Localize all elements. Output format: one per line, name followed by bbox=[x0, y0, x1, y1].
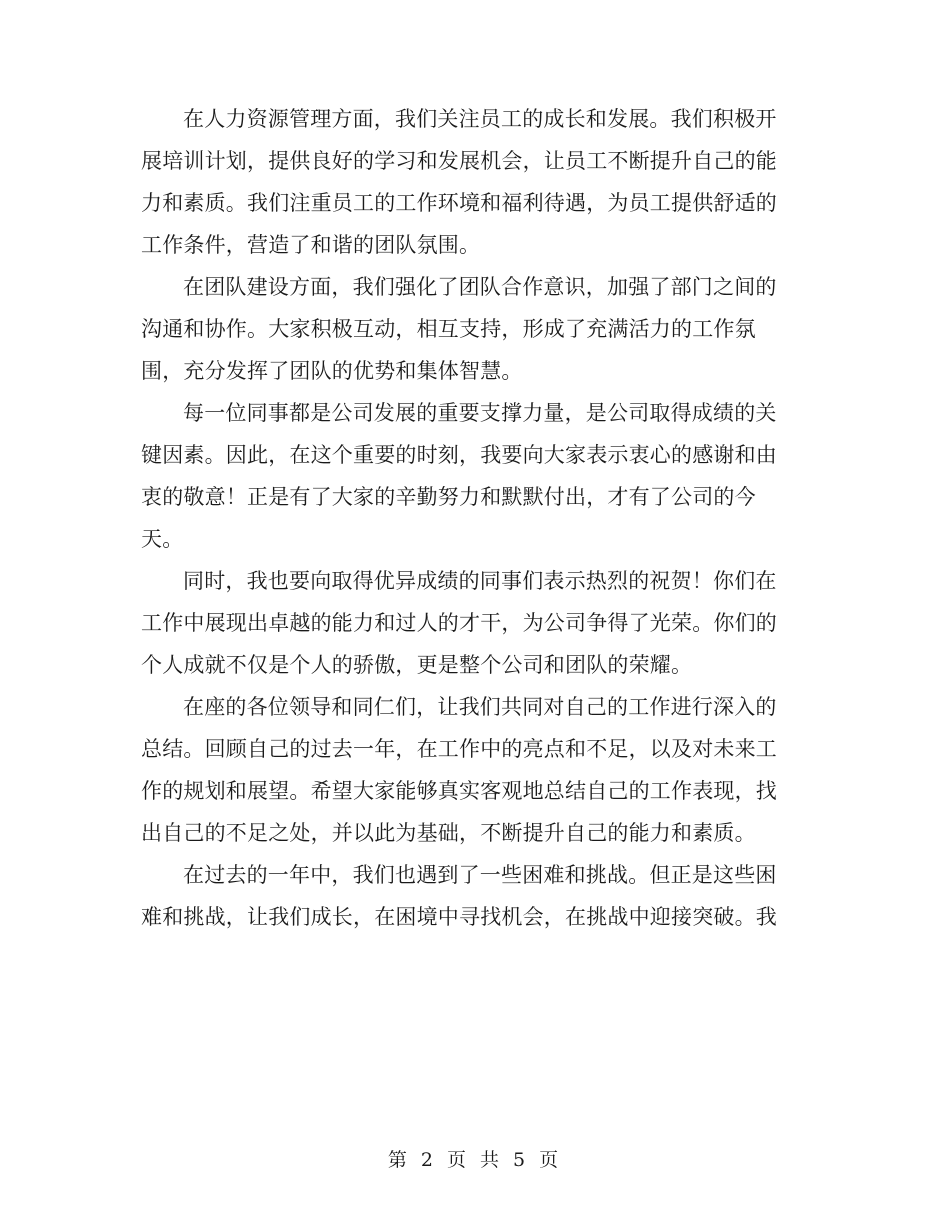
text-line: 天。 bbox=[141, 527, 184, 551]
paragraph-challenges bbox=[141, 854, 801, 938]
text-line: 工作中展现出卓越的能力和过人的才干，为公司争得了光荣。你们的 bbox=[141, 611, 777, 635]
text-line: 衷的敬意！正是有了大家的辛勤努力和默默付出，才有了公司的今 bbox=[141, 485, 756, 509]
text-line: 工作条件，营造了和谐的团队氛围。 bbox=[141, 233, 481, 257]
text-line: 总结。回顾自己的过去一年，在工作中的亮点和不足，以及对未来工 bbox=[141, 737, 777, 761]
text-line: 在过去的一年中，我们也遇到了一些困难和挑战。但正是这些困 bbox=[183, 863, 777, 887]
paragraph-gratitude bbox=[141, 392, 801, 560]
paragraph-team-building bbox=[141, 266, 801, 392]
text-line: 作的规划和展望。希望大家能够真实客观地总结自己的工作表现，找 bbox=[141, 779, 777, 803]
text-line: 同时，我也要向取得优异成绩的同事们表示热烈的祝贺！你们在 bbox=[183, 569, 777, 593]
text-line: 个人成就不仅是个人的骄傲，更是整个公司和团队的荣耀。 bbox=[141, 653, 693, 677]
text-line: 在座的各位领导和同仁们，让我们共同对自己的工作进行深入的 bbox=[183, 695, 777, 719]
page-number-footer: 第 2 页 共 5 页 bbox=[387, 1149, 563, 1171]
text-line: 沟通和协作。大家积极互动，相互支持，形成了充满活力的工作氛 bbox=[141, 317, 756, 341]
paragraph-self-review bbox=[141, 686, 801, 854]
text-line: 围，充分发挥了团队的优势和集体智慧。 bbox=[141, 359, 523, 383]
document-body bbox=[141, 98, 801, 938]
text-line: 在人力资源管理方面，我们关注员工的成长和发展。我们积极开 bbox=[183, 107, 777, 131]
text-line: 出自己的不足之处，并以此为基础，不断提升自己的能力和素质。 bbox=[141, 821, 756, 845]
paragraph-hr-management bbox=[141, 98, 801, 266]
paragraph-congratulations bbox=[141, 560, 801, 686]
text-line: 力和素质。我们注重员工的工作环境和福利待遇，为员工提供舒适的 bbox=[141, 191, 777, 215]
text-line: 难和挑战，让我们成长，在困境中寻找机会，在挑战中迎接突破。我 bbox=[141, 905, 777, 929]
text-line: 每一位同事都是公司发展的重要支撑力量，是公司取得成绩的关 bbox=[183, 401, 777, 425]
text-line: 展培训计划，提供良好的学习和发展机会，让员工不断提升自己的能 bbox=[141, 149, 777, 173]
text-line: 在团队建设方面，我们强化了团队合作意识，加强了部门之间的 bbox=[183, 275, 777, 299]
text-line: 键因素。因此，在这个重要的时刻，我要向大家表示衷心的感谢和由 bbox=[141, 443, 777, 467]
